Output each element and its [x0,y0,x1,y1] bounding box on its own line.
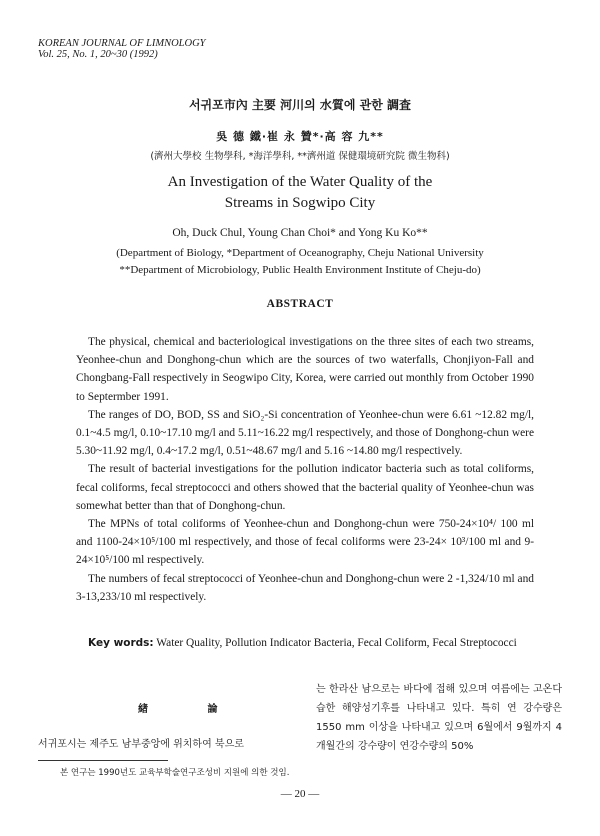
abstract-body [76,333,534,606]
abstract-heading: ABSTRACT [266,298,334,310]
english-title-line1: An Investigation of the Water Quality of the [167,174,433,190]
korean-title: 서귀포市內 主要 河川의 水質에 관한 調査 [188,98,412,112]
abstract-paragraph: The ranges of DO, BOD, SS and SiO₂-Si concentration of Yeonhee-chun were 6.61 ~12.82 mg/l, 0.1~4.5 mg/l, 0.10~17.10 mg/l and 5.11~16.22 mg/l respectively, and those of Donghong-chun were 5.30~11.92 mg/l, 0.4~17.2 mg/l, 0.51~48.67 mg/l and 5.16 ~14.80 mg/l respectively. [76,408,534,458]
footnote-rule [38,760,168,761]
journal-volume: Vol. 25, No. 1, 20~30 (1992) [38,49,158,60]
abstract-paragraph: The result of bacterial investigations for the pollution indicator bacteria such as total coliforms, fecal coliforms, fecal streptococci and others showed that the bacterial quality of Yeonhee-chun was somewhat better than that of Donghong-chun. [76,463,534,512]
english-title [0,172,600,214]
english-affiliation [0,245,600,279]
english-authors: Oh, Duck Chul, Young Chan Choi* and Yong Ku Ko** [172,227,428,239]
intro-left-column: 서귀포시는 제주도 남부중앙에 위치하여 북으로 [38,739,244,750]
intro-heading: 緖 論 [138,704,246,715]
page-number: — 20 — [280,788,320,800]
english-affil-line2: **Department of Microbiology, Public Health Environment Institute of Cheju-do) [119,264,481,276]
intro-right-column: 는 한라산 남으로는 바다에 접해 있으며 여름에는 고온다습한 해양성기후를 나타내고 있다. 특히 연 강수량은 1550 mm 이상을 나타내고 있으며 6월에서 9월까지 4개월간의 강수량이 연강수량의 50% [316,684,562,752]
journal-header [38,38,206,60]
english-affil-line1: (Department of Biology, *Department of Oceanography, Cheju National University [116,247,484,259]
korean-authors: 吳 德 鐵·崔 永 贊*·高 容 九** [216,130,384,143]
korean-affiliation: (濟州大學校 生物學科, *海洋學科, **濟州道 保健環境研究院 微生物科) [150,151,450,162]
english-title-line2: Streams in Sogwipo City [224,195,376,211]
journal-name: KOREAN JOURNAL OF LIMNOLOGY [38,38,206,49]
abstract-paragraph: The numbers of fecal streptococci of Yeonhee-chun and Donghong-chun were 2 -1,324/10 ml and 3-13,233/10 ml respectively. [76,572,534,603]
keywords [88,634,534,652]
keywords-label: Key words: [88,637,154,649]
keywords-text: Water Quality, Pollution Indicator Bacteria, Fecal Coliform, Fecal Streptococci [156,637,517,649]
abstract-paragraph: The MPNs of total coliforms of Yeonhee-chun and Donghong-chun were 750-24×10⁴/ 100 ml and 1100-24×10⁵/100 ml respectively, and those of fecal coliforms were 23-24× 10³/100 ml and 9-24×10⁵/100 ml respectively. [76,518,534,567]
footnote: 본 연구는 1990년도 교육부학술연구조성비 지원에 의한 것임. [60,768,290,778]
abstract-paragraph: The physical, chemical and bacteriological investigations on the three sites of each two streams, Yeonhee-chun and Donghong-chun which are the sources of two waterfalls, Chonjiyon-Fall and Chongbang-Fall respectively in Seogwipo City, Korea, were carried out monthly from October 1990 to Septermber 1991. [76,336,534,403]
